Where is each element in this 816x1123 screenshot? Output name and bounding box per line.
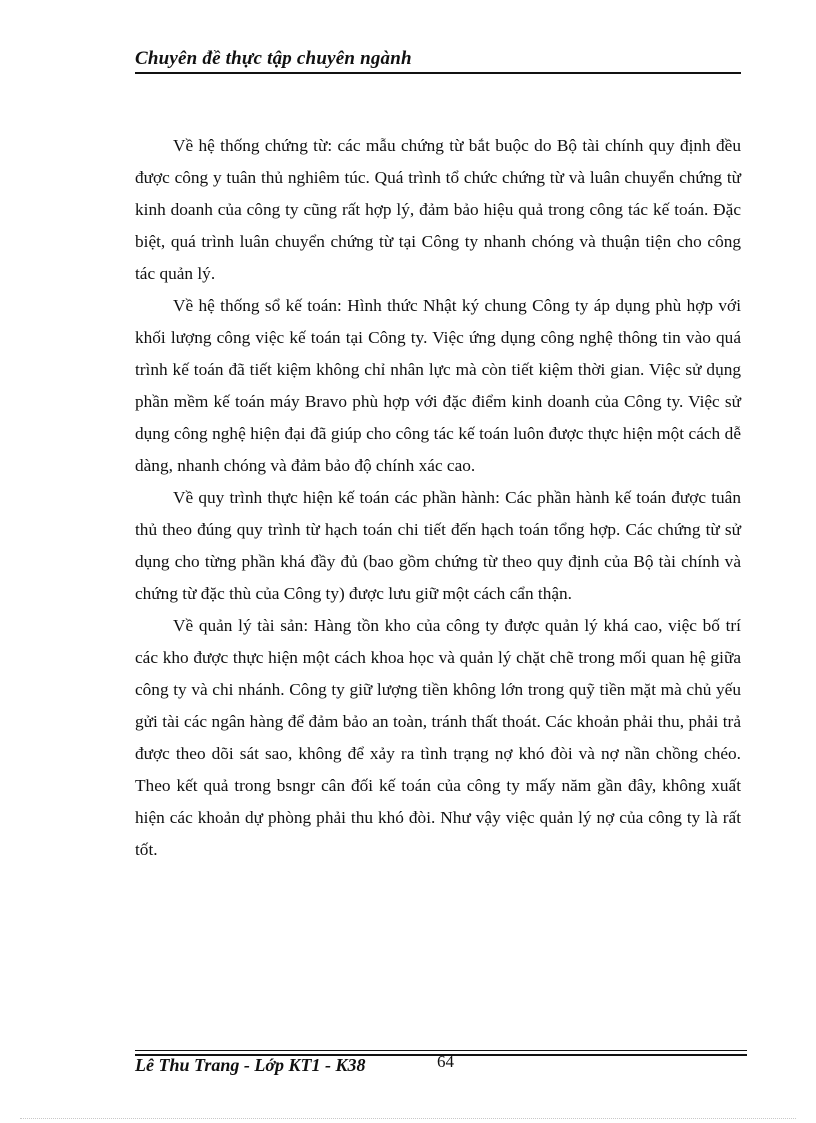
page-number: 64 [437,1052,454,1071]
header-divider [135,72,741,74]
paragraph-chung-tu: Về hệ thống chứng từ: các mẫu chứng từ bắt buộc do Bộ tài chính quy định đều được công y tuân thủ nghiêm túc. Quá trình tổ chức chứng từ và luân chuyển chứng từ kinh doanh của công ty cũng rất hợp lý, đảm bảo hiệu quả trong công tác kế toán. Đặc biệt, quá trình luân chuyển chứng từ tại Công ty nhanh chóng và thuận tiện cho công tác quản lý. [135,136,741,283]
footer-divider-thin [135,1050,747,1051]
paragraph-so-ke-toan: Về hệ thống sổ kế toán: Hình thức Nhật ký chung Công ty áp dụng phù hợp với khối lượng công việc kế toán tại Công ty. Việc ứng dụng công nghệ thông tin vào quá trình kế toán đã tiết kiệm không chỉ nhân lực mà còn tiết kiệm thời gian. Việc sử dụng phần mềm kế toán máy Bravo phù hợp với đặc điểm kinh doanh của Công ty. Việc sử dụng công nghệ hiện đại đã giúp cho công tác kế toán luôn được thực hiện một cách dễ dàng, nhanh chóng và đảm bảo độ chính xác cao. [135,296,741,475]
paragraph-quy-trinh: Về quy trình thực hiện kế toán các phần hành: Các phần hành kế toán được tuân thủ theo đúng quy trình từ hạch toán chi tiết đến hạch toán tổng hợp. Các chứng từ sử dụng cho từng phần khá đầy đủ (bao gồm chứng từ theo quy định của Bộ tài chính và chứng từ đặc thù của Công ty) được lưu giữ một cách cẩn thận. [135,488,741,603]
page-bottom-edge [20,1118,796,1119]
body-text [135,130,741,866]
running-header-title: Chuyên đề thực tập chuyên ngành [135,48,412,69]
footer-author: Lê Thu Trang - Lớp KT1 - K38 [135,1055,366,1075]
paragraph-quan-ly-tai-san: Về quản lý tài sản: Hàng tồn kho của công ty được quản lý khá cao, việc bố trí các kho được thực hiện một cách khoa học và quản lý chặt chẽ trong mối quan hệ giữa công ty và chi nhánh. Công ty giữ lượng tiền không lớn trong quỹ tiền mặt mà chủ yếu gửi tài các ngân hàng để đảm bảo an toàn, tránh thất thoát. Các khoản phải thu, phải trả được theo dõi sát sao, không để xảy ra tình trạng nợ khó đòi và nợ nần chồng chéo. Theo kết quả trong bsngr cân đối kế toán của công ty mấy năm gần đây, không xuất hiện các khoản dự phòng phải thu khó đòi. Như vậy việc quản lý nợ của công ty là rất tốt. [135,616,741,859]
